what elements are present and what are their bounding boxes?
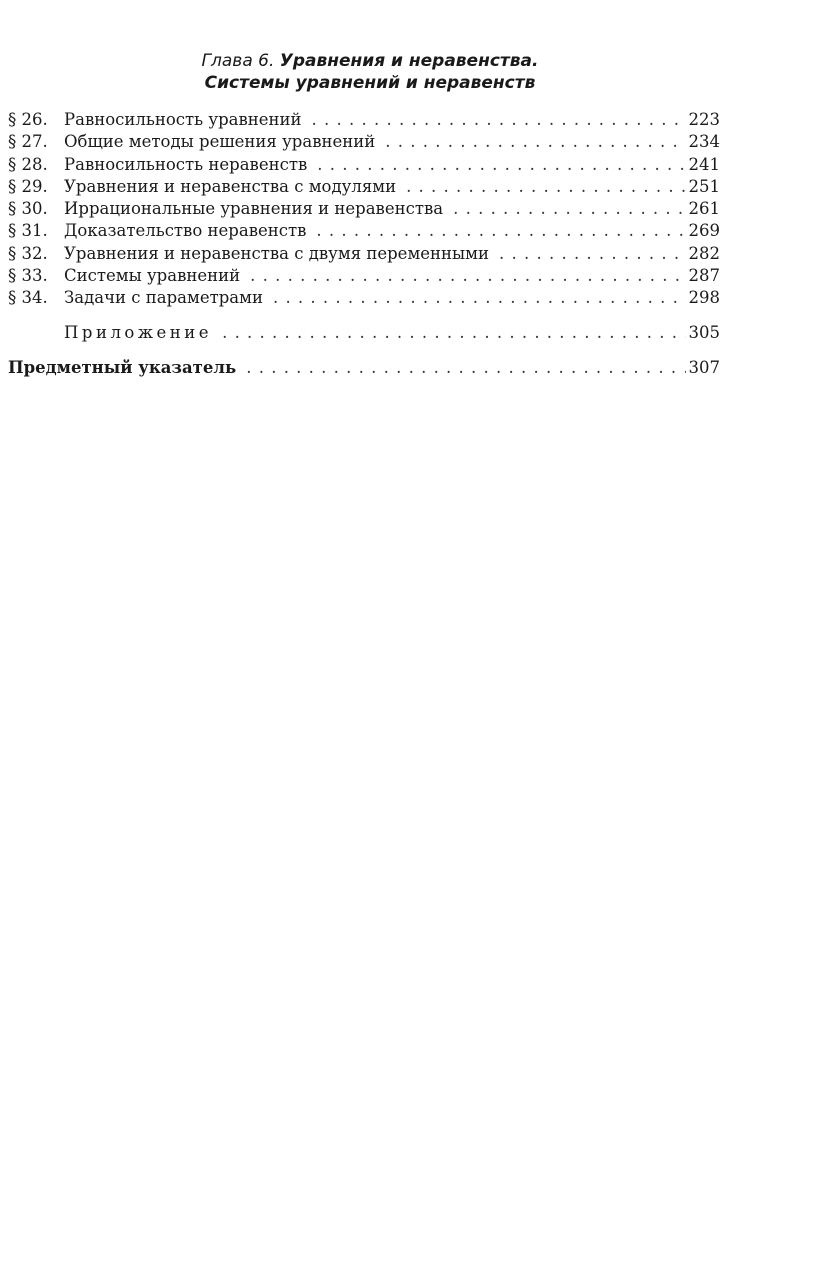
toc-entry-27[interactable] — [8, 131, 720, 153]
section-number: § 32. — [8, 243, 48, 263]
toc-entry-26[interactable] — [8, 109, 720, 131]
chapter-heading — [0, 50, 740, 94]
toc-entry-28[interactable] — [8, 154, 720, 176]
appendix-title: Приложение — [64, 322, 213, 342]
dot-leader — [316, 220, 685, 242]
section-title: Равносильность неравенств — [64, 154, 308, 174]
dot-leader — [317, 154, 685, 176]
section-number: § 34. — [8, 288, 48, 308]
section-title: Доказательство неравенств — [64, 221, 307, 241]
dot-leader — [499, 243, 686, 265]
section-title: Иррациональные уравнения и неравенства — [64, 199, 444, 219]
toc-entry-30[interactable] — [8, 198, 720, 220]
page-number: 234 — [688, 132, 720, 152]
page-number: 269 — [688, 221, 720, 241]
section-title: Задачи с параметрами — [64, 288, 263, 308]
page-number: 223 — [688, 110, 720, 129]
page-number: 282 — [688, 243, 720, 263]
page-number: 251 — [688, 176, 720, 196]
section-number: § 27. — [8, 132, 48, 152]
toc-entry-index[interactable] — [8, 357, 720, 379]
toc-list — [8, 109, 720, 379]
section-title: Системы уравнений — [64, 266, 241, 286]
page-number: 307 — [688, 357, 720, 377]
section-number: § 28. — [8, 154, 48, 174]
dot-leader — [222, 322, 685, 344]
dot-leader — [246, 357, 685, 379]
section-number: § 29. — [8, 176, 48, 196]
page-number: 261 — [688, 199, 720, 219]
section-number: § 26. — [8, 110, 48, 129]
section-title: Общие методы решения уравнений — [64, 132, 376, 152]
page-number: 241 — [688, 154, 720, 174]
dot-leader — [250, 265, 685, 287]
chapter-title-line-1: Уравнения и неравенства. — [279, 51, 539, 71]
dot-leader — [453, 198, 685, 220]
toc-entry-32[interactable] — [8, 243, 720, 265]
chapter-label: Глава 6. — [201, 51, 275, 71]
page-number: 298 — [688, 288, 720, 308]
page-number: 287 — [688, 266, 720, 286]
chapter-title-line-2: Системы уравнений и неравенств — [204, 73, 536, 93]
chapter-heading-line-1 — [0, 50, 740, 72]
dot-leader — [273, 287, 686, 309]
section-number: § 33. — [8, 266, 48, 286]
toc-entry-appendix[interactable] — [8, 322, 720, 344]
page-number: 305 — [688, 322, 720, 342]
dot-leader — [406, 176, 685, 198]
section-title: Равносильность уравнений — [64, 110, 302, 129]
section-title: Уравнения и неравенства с модулями — [64, 176, 397, 196]
dot-leader — [312, 109, 686, 131]
toc-entry-34[interactable] — [8, 287, 720, 309]
section-number: § 31. — [8, 221, 48, 241]
toc-entry-33[interactable] — [8, 265, 720, 287]
index-title: Предметный указатель — [8, 357, 237, 377]
section-number: § 30. — [8, 199, 48, 219]
section-title: Уравнения и неравенства с двумя переменными — [64, 243, 489, 263]
toc-entry-31[interactable] — [8, 220, 720, 242]
dot-leader — [385, 131, 685, 153]
toc-entry-29[interactable] — [8, 176, 720, 198]
